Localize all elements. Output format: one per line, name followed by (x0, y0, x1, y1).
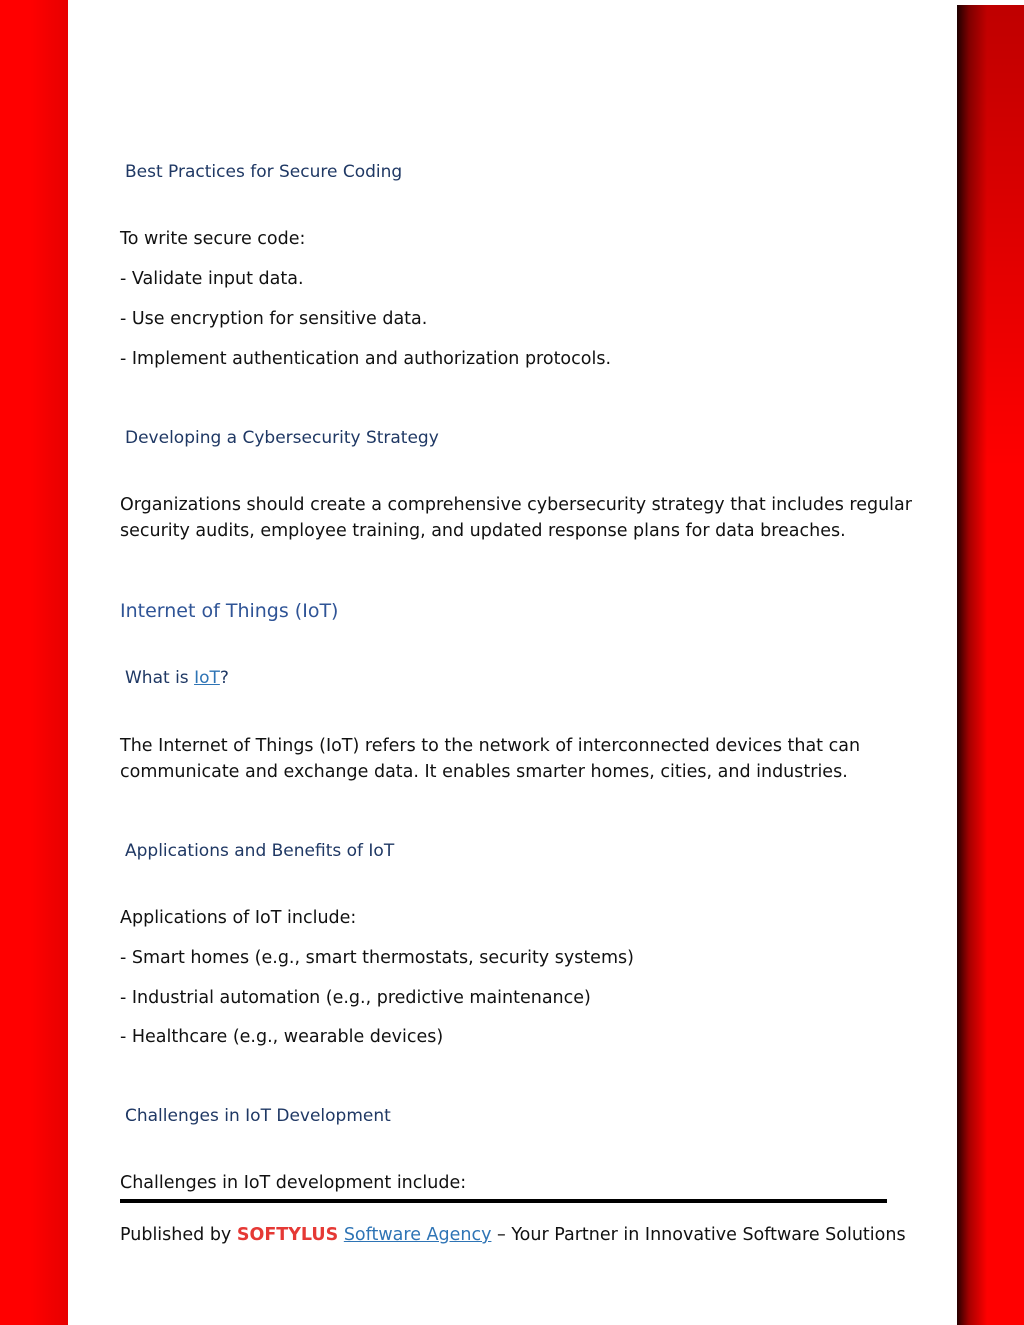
list-item: - Healthcare (e.g., wearable devices) (120, 1027, 444, 1047)
brand-name: SOFTYLUS (236, 1225, 339, 1245)
iot-link[interactable]: IoT (194, 668, 220, 688)
paragraph-line: Organizations should create a comprehensive cybersecurity strategy that includes regular (120, 495, 912, 515)
secure-coding-intro: To write secure code: (120, 229, 306, 249)
challenges-intro: Challenges in IoT development include: (120, 1173, 467, 1193)
list-item: - Industrial automation (e.g., predictive maintenance) (120, 988, 591, 1008)
heading-prefix: What is (125, 668, 195, 688)
list-item: - Use encryption for sensitive data. (120, 309, 428, 329)
paragraph-line: communicate and exchange data. It enables smarter homes, cities, and industries. (120, 762, 848, 782)
heading-applications: Applications and Benefits of IoT (125, 841, 395, 861)
left-red-border (0, 0, 68, 1325)
footer (120, 1225, 906, 1245)
heading-suffix: ? (219, 668, 229, 688)
list-item: - Implement authentication and authorization protocols. (120, 349, 612, 369)
list-item: - Validate input data. (120, 269, 304, 289)
right-red-border (957, 5, 1024, 1325)
heading-cybersecurity-strategy: Developing a Cybersecurity Strategy (125, 428, 439, 448)
heading-secure-coding: Best Practices for Secure Coding (125, 162, 403, 182)
applications-intro: Applications of IoT include: (120, 908, 357, 928)
footer-tagline: – Your Partner in Innovative Software Solutions (491, 1225, 906, 1245)
footer-prefix: Published by (120, 1225, 237, 1245)
heading-what-is-iot (125, 668, 229, 688)
software-agency-link[interactable]: Software Agency (343, 1225, 492, 1245)
paragraph-line: security audits, employee training, and updated response plans for data breaches. (120, 521, 846, 541)
footer-divider (120, 1199, 887, 1203)
paragraph-line: The Internet of Things (IoT) refers to the network of interconnected devices that can (120, 736, 861, 756)
heading-challenges: Challenges in IoT Development (125, 1106, 391, 1126)
heading-iot: Internet of Things (IoT) (120, 600, 339, 622)
list-item: - Smart homes (e.g., smart thermostats, security systems) (120, 948, 634, 968)
